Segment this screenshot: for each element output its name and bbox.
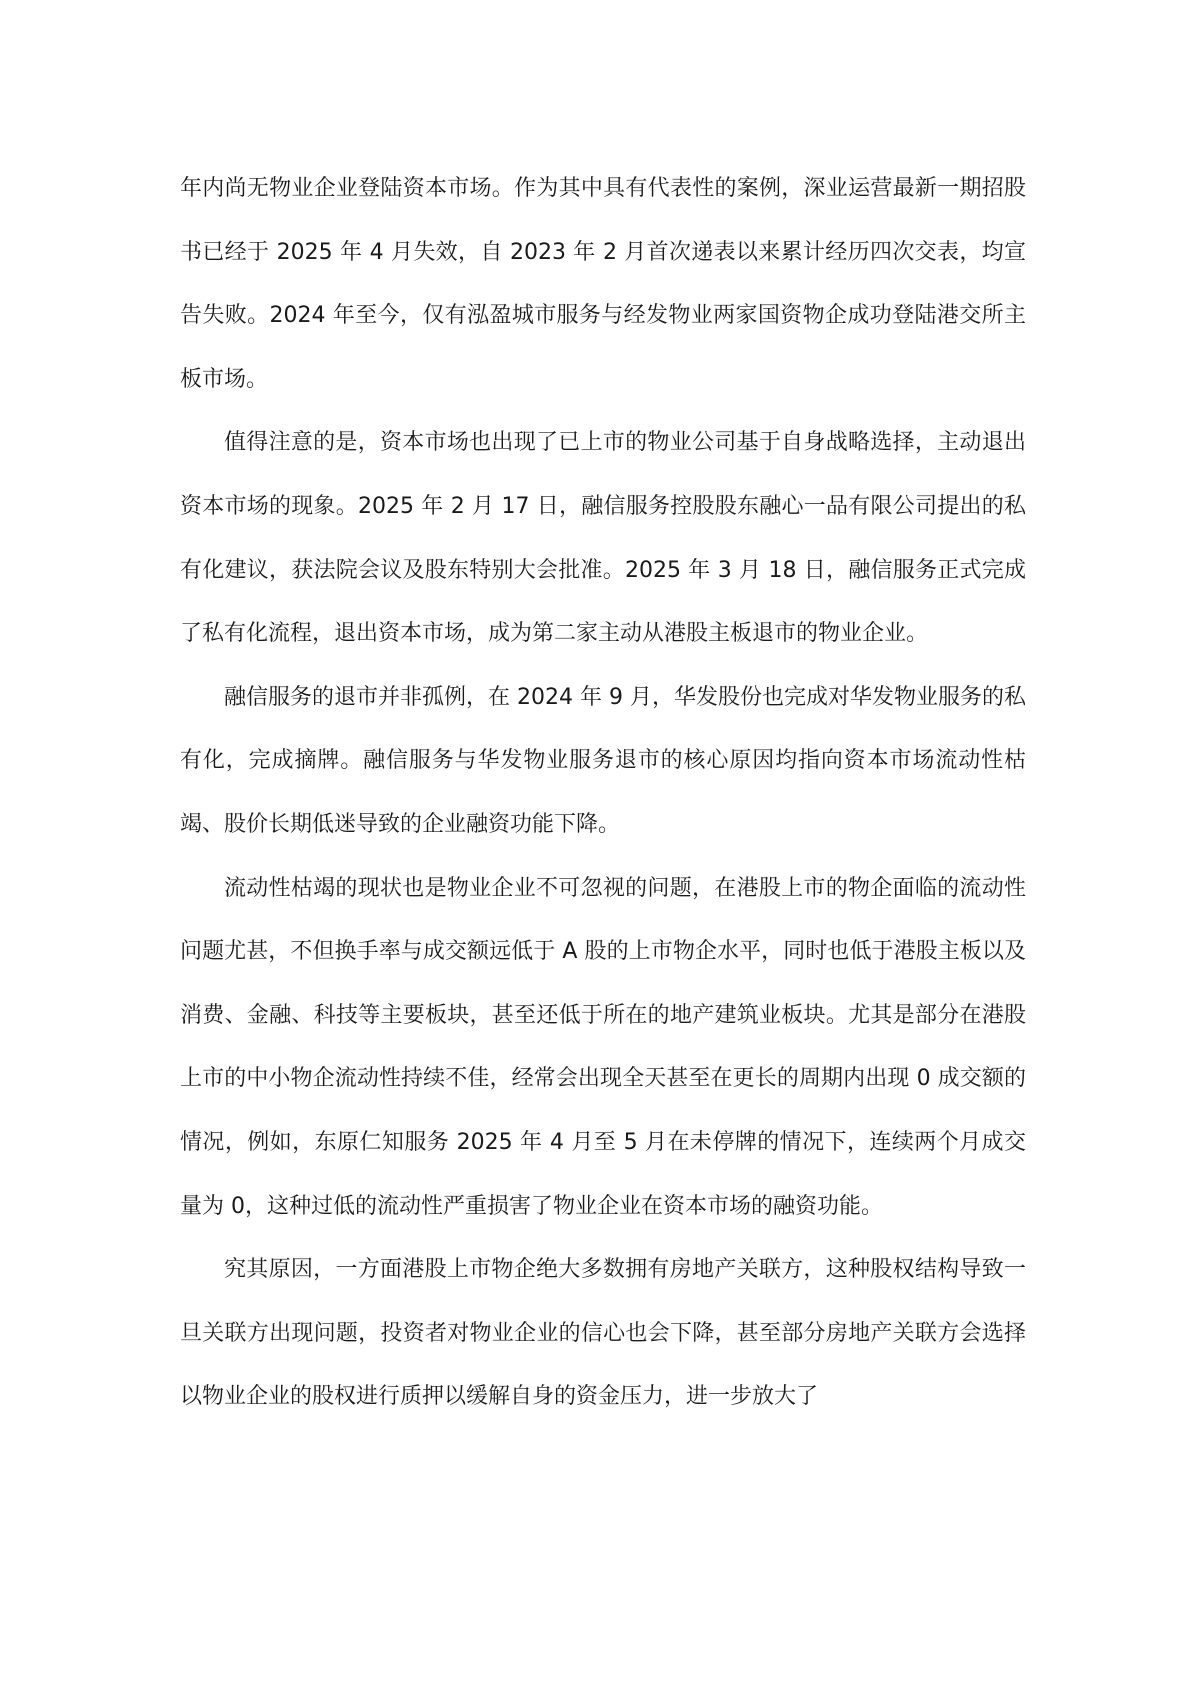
paragraph-huafa-privatization: 融信服务的退市并非孤例，在 2024 年 9 月，华发股份也完成对华发物业服务的私有化，完成摘牌。融信服务与华发物业服务退市的核心原因均指向资本市场流动性枯竭、股价长期低迷导致的企业融资功能下降。	[180, 684, 1026, 837]
paragraph-delisting-trend: 值得注意的是，资本市场也出现了已上市的物业公司基于自身战略选择，主动退出资本市场的现象。2025 年 2 月 17 日，融信服务控股股东融心一品有限公司提出的私有化建议，获法院会议及股东特别大会批准。2025 年 3 月 18 日，融信服务正式完成了私有化流程，退出资本市场，成为第二家主动从港股主板退市的物业企业。	[180, 430, 1026, 647]
body-text	[180, 157, 1026, 1429]
paragraph-liquidity-issue: 流动性枯竭的现状也是物业企业不可忽视的问题，在港股上市的物企面临的流动性问题尤甚，不但换手率与成交额远低于 A 股的上市物企水平，同时也低于港股主板以及消费、金融、科技等主要板块，甚至还低于所在的地产建筑业板块。尤其是部分在港股上市的中小物企流动性持续不佳，经常会出现全天甚至在更长的周期内出现 0 成交额的情况，例如，东原仁知服务 2025 年 4 月至 5 月在未停牌的情况下，连续两个月成交量为 0，这种过低的流动性严重损害了物业企业在资本市场的融资功能。	[180, 875, 1026, 1219]
paragraph-root-cause: 究其原因，一方面港股上市物企绝大多数拥有房地产关联方，这种股权结构导致一旦关联方出现问题，投资者对物业企业的信心也会下降，甚至部分房地产关联方会选择以物业企业的股权进行质押以缓解自身的资金压力，进一步放大了	[180, 1257, 1026, 1410]
paragraph-continuation: 年内尚无物业企业登陆资本市场。作为其中具有代表性的案例，深业运营最新一期招股书已经于 2025 年 4 月失效，自 2023 年 2 月首次递表以来累计经历四次交表，均宣告失败。2024 年至今，仅有泓盈城市服务与经发物业两家国资物企成功登陆港交所主板市场。	[180, 176, 1026, 392]
